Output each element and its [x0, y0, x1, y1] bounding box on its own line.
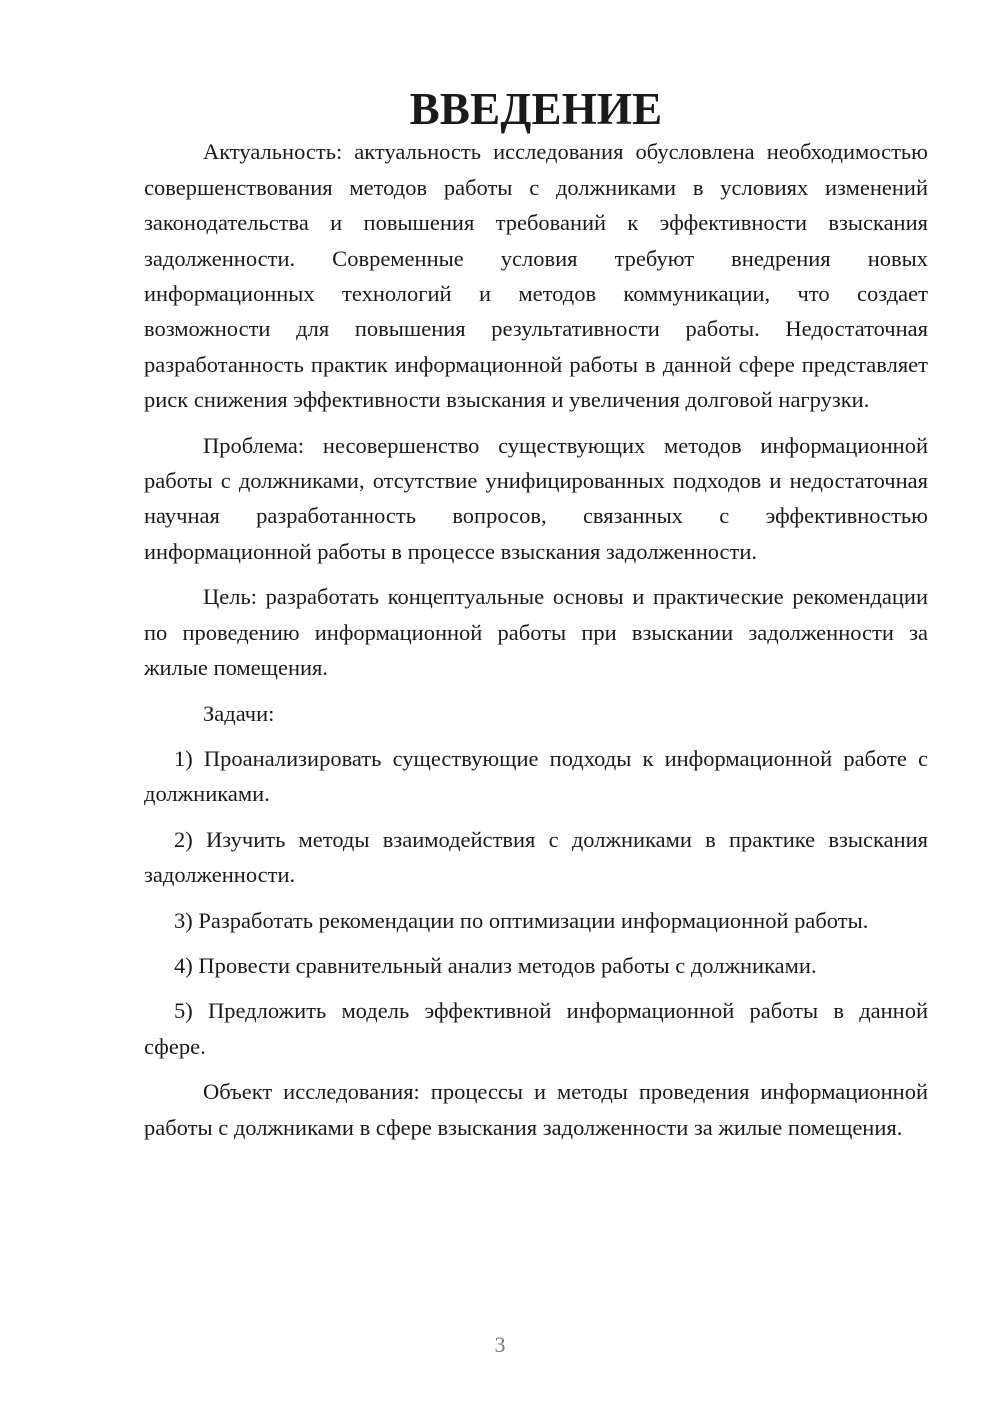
page-number: 3 [494, 1332, 506, 1357]
task-item-4: 4) Провести сравнительный анализ методов работы с должниками. [174, 952, 817, 978]
task-item-1: 1) Проанализировать существующие подходы к информационной работе с должниками. [144, 745, 928, 807]
task-item-5: 5) Предложить модель эффективной информационной работы в данной сфере. [144, 998, 928, 1059]
problem-paragraph: Проблема: несовершенство существующих методов информационной работы с должниками, отсутствие унифицированных подходов и недостаточная научная разработанность вопросов, связанных с эффективностью информационной работы в процессе взыскания задолженности. [144, 432, 928, 564]
relevance-paragraph: Актуальность: актуальность исследования обусловлена необходимостью совершенствования методов работы с должниками в условиях изменений законодательства и повышения требований к эффективности взыскания задолженности. Современные условия требуют внедрения новых информационных технологий и методов коммуникации, что создает возможности для повышения результативности работы. Недостаточная разработанность практик информационной работы в данной сфере представляет риск снижения эффективности взыскания и увеличения долговой нагрузки. [144, 139, 928, 413]
task-item-2: 2) Изучить методы взаимодействия с должниками в практике взыскания задолженности. [144, 826, 928, 888]
task-item-3: 3) Разработать рекомендации по оптимизации информационной работы. [174, 907, 869, 933]
object-paragraph: Объект исследования: процессы и методы проведения информационной работы с должниками в сфере взыскания задолженности за жилые помещения. [144, 1079, 928, 1140]
tasks-heading: Задачи: [203, 700, 275, 726]
document-page [144, 84, 928, 1145]
goal-paragraph: Цель: разработать концептуальные основы и практические рекомендации по проведению информационной работы при взыскании задолженности за жилые помещения. [144, 584, 928, 681]
section-title: ВВЕДЕНИЕ [409, 84, 663, 134]
